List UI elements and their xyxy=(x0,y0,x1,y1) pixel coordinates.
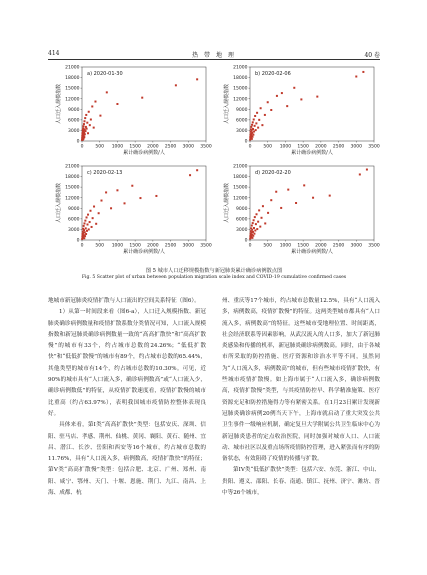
x-tick-label: 0 xyxy=(80,144,84,150)
data-point xyxy=(253,219,255,221)
y-axis-label: 人口迁入规模指数 xyxy=(224,182,230,224)
x-tick-label: 1500 xyxy=(129,243,141,249)
x-tick-label: 3500 xyxy=(368,243,380,249)
x-tick-label: 500 xyxy=(95,144,105,150)
data-point xyxy=(261,124,263,126)
data-point xyxy=(106,91,108,93)
paragraph: 地城市新冠肺炎疫情扩散与人口流出的空间关系特征（图6）。 xyxy=(48,298,200,304)
data-point xyxy=(254,115,256,117)
data-point xyxy=(251,237,253,239)
x-tick-label: 1500 xyxy=(297,243,309,249)
data-point xyxy=(175,84,177,86)
y-tick-label: 9000 xyxy=(68,107,80,113)
data-point xyxy=(257,127,259,129)
data-point xyxy=(262,205,264,207)
data-point xyxy=(116,103,118,105)
body-column-left xyxy=(48,296,206,499)
data-point xyxy=(251,136,253,138)
data-point xyxy=(252,235,254,237)
x-tick-label: 3000 xyxy=(350,144,363,150)
x-tick-label: 2500 xyxy=(332,243,345,249)
data-point xyxy=(84,117,86,119)
y-tick-label: 18000 xyxy=(65,76,80,82)
data-point xyxy=(82,125,84,127)
y-tick-label: 0 xyxy=(244,238,248,244)
y-tick-label: 3000 xyxy=(236,129,248,135)
data-point xyxy=(83,222,85,224)
data-point xyxy=(270,199,272,201)
data-point xyxy=(83,225,85,227)
data-point xyxy=(85,233,87,235)
x-tick-label: 0 xyxy=(248,144,252,150)
data-point xyxy=(83,136,85,138)
y-axis-label: 人口迁入规模指数 xyxy=(56,182,62,224)
data-point xyxy=(196,78,198,80)
y-tick-label: 18000 xyxy=(65,175,80,181)
data-point xyxy=(84,133,86,135)
volume-label: 40 卷 xyxy=(364,52,380,59)
paragraph: 州、重庆等17个城市，约占城市总数量12.5%，具有“人口流入多，病例数高，疫情扩散慢”的特征。这两类型城市都具有“人口流入多，病例数高”的特征。这些城市受地理位置、时间距离，社会经济联系等因素影响，从武汉流入的人口多，加大了新冠肺炎感染和传播的机率，新冠肺炎确诊病例数高。同时，由于各城市所采取的防控措施、医疗资源和诊治水平等不同，虽然同为“人口流入多，病例数高”的城市，但有些城市疫情扩散快，有些城市疫情扩散慢。如上海市属于“人口流入多，确诊病例数高，疫情扩散慢”类型，与其疫情防控早、科学精准施策、医疗资源充足和防控措施得力等有紧密关系。在1月23日累计发现新冠肺炎确诊病例20例当天下午，上海市就启动了重大突发公共卫生事件一级响应机制，确定复旦大学附属公共卫生临床中心为新冠肺炎患者的定点收治医院，同时加强对城市人口、人口流动、城市社区以及重点场所疫情防控管理，进入紧张而有序的防备状态，有效阻碍了疫情的传播与扩散。 xyxy=(222,298,380,463)
data-point xyxy=(88,111,90,113)
y-tick-label: 15000 xyxy=(65,185,80,191)
data-point xyxy=(88,228,90,230)
data-point xyxy=(86,230,88,232)
y-tick-label: 18000 xyxy=(233,76,248,82)
data-point xyxy=(253,233,255,235)
data-point xyxy=(362,71,364,73)
x-tick-label: 0 xyxy=(80,243,84,249)
data-point xyxy=(254,229,256,231)
data-point xyxy=(89,221,91,223)
x-tick-label: 1000 xyxy=(279,243,292,249)
data-point xyxy=(131,185,133,187)
x-tick-label: 1000 xyxy=(111,243,124,249)
x-tick-label: 1500 xyxy=(129,144,141,150)
y-tick-label: 21000 xyxy=(65,65,80,71)
data-point xyxy=(86,122,88,124)
data-point xyxy=(110,207,112,209)
data-point xyxy=(359,173,361,175)
data-point xyxy=(255,122,257,124)
data-point xyxy=(251,124,253,126)
x-tick-label: 500 xyxy=(263,243,273,249)
y-tick-label: 12000 xyxy=(65,196,80,202)
data-point xyxy=(312,197,314,199)
data-point xyxy=(259,226,261,228)
data-point xyxy=(251,130,253,132)
y-tick-label: 9000 xyxy=(236,107,248,113)
data-point xyxy=(139,197,141,199)
scatter-figure xyxy=(48,62,380,260)
data-point xyxy=(254,125,256,127)
y-tick-label: 6000 xyxy=(68,118,80,124)
y-tick-label: 3000 xyxy=(68,228,80,234)
x-axis-label: 累计确诊病例数/人 xyxy=(123,150,165,156)
y-tick-label: 3000 xyxy=(68,129,80,135)
y-tick-label: 6000 xyxy=(236,217,248,223)
data-point xyxy=(329,195,331,197)
data-point xyxy=(252,128,254,130)
data-point xyxy=(100,200,102,202)
data-point xyxy=(105,191,107,193)
data-point xyxy=(251,225,253,227)
plot-frame xyxy=(82,67,206,141)
data-point xyxy=(293,87,295,89)
data-point xyxy=(90,210,92,212)
x-tick-label: 3500 xyxy=(368,144,380,150)
data-point xyxy=(251,229,253,231)
data-point xyxy=(86,216,88,218)
x-tick-label: 2500 xyxy=(332,144,345,150)
data-point xyxy=(86,128,88,130)
data-point xyxy=(256,228,258,230)
y-tick-label: 12000 xyxy=(233,196,248,202)
figure-caption-cn: 图 5 城市人口迁移规模指数与新冠肺炎累计确诊病例散点图 xyxy=(145,268,283,274)
panel-label: a) 2020-01-30 xyxy=(87,71,123,77)
body-column-right xyxy=(222,296,380,499)
data-point xyxy=(93,127,95,129)
data-point xyxy=(91,105,93,107)
data-point xyxy=(251,132,253,134)
data-point xyxy=(83,120,85,122)
figure-caption-en: Fig. 5 Scatter plot of urban between population migration scale index and COVID-19 cumulative confirmed cases xyxy=(81,275,347,280)
y-tick-label: 21000 xyxy=(233,65,248,71)
data-point xyxy=(90,119,92,121)
data-point xyxy=(267,212,269,214)
data-point xyxy=(252,121,254,123)
data-point xyxy=(255,129,257,131)
x-tick-label: 3000 xyxy=(182,144,195,150)
data-point xyxy=(84,235,86,237)
data-point xyxy=(84,128,86,130)
data-point xyxy=(253,227,255,229)
data-point xyxy=(141,97,143,99)
data-point xyxy=(116,189,118,191)
data-point xyxy=(280,207,282,209)
data-point xyxy=(93,206,95,208)
x-tick-label: 2500 xyxy=(164,243,177,249)
y-tick-label: 0 xyxy=(76,238,80,244)
data-point xyxy=(256,213,258,215)
data-point xyxy=(87,214,89,216)
data-point xyxy=(86,223,88,225)
data-point xyxy=(91,226,93,228)
data-point xyxy=(252,134,254,136)
panel-label: d) 2020-02-20 xyxy=(255,170,291,176)
data-point xyxy=(250,126,252,128)
data-point xyxy=(155,195,157,197)
data-point xyxy=(300,98,302,100)
y-tick-label: 15000 xyxy=(65,86,80,92)
y-tick-label: 6000 xyxy=(68,217,80,223)
data-point xyxy=(287,189,289,191)
data-point xyxy=(264,222,266,224)
data-point xyxy=(83,123,85,125)
data-point xyxy=(275,191,277,193)
data-point xyxy=(255,223,257,225)
x-tick-label: 2500 xyxy=(164,144,177,150)
data-point xyxy=(124,202,126,204)
x-tick-label: 2000 xyxy=(315,243,327,249)
y-tick-label: 9000 xyxy=(236,206,248,212)
x-tick-label: 500 xyxy=(263,144,273,150)
y-tick-label: 15000 xyxy=(233,185,248,191)
y-tick-label: 21000 xyxy=(233,164,248,170)
x-tick-label: 2000 xyxy=(147,243,159,249)
header-rule xyxy=(48,59,380,60)
data-point xyxy=(98,212,100,214)
data-point xyxy=(95,223,97,225)
data-point xyxy=(295,202,297,204)
data-point xyxy=(286,105,288,107)
scatter-panel xyxy=(223,65,380,156)
data-point xyxy=(83,237,85,239)
x-tick-label: 1000 xyxy=(279,144,292,150)
data-point xyxy=(189,174,191,176)
journal-title: 热 带 地 理 xyxy=(192,52,236,59)
paragraph: 具体来看，第I类“高高扩散快”类型：包括安庆、深圳、信阳、驻马店、孝感、荆州、仙桃、黄冈、襄阳、黄石、随州、宜昌、潜江、长沙、岳阳和西安等16个城市，约占城市总数的11.76%，具有“人口流入多，病例数高，疫情扩散快”的特征；第V类“高高扩散慢”类型：包括合肥、北京、广州、郑州、南阳、咸宁、鄂州、天门、十堰、恩施、荆门、九江、南昌、上海、成都、杭 xyxy=(48,422,206,497)
data-point xyxy=(270,109,272,111)
plot-frame xyxy=(250,67,374,141)
data-point xyxy=(89,124,91,126)
x-tick-label: 3500 xyxy=(200,243,212,249)
paragraph: 1）从第一时间段来看（图6-a），人口迁入规模指数、新冠肺炎确诊病例数量和疫情扩散系数分类情况可知，人口流入规模指数和新冠肺炎确诊病例数量一致的“高高扩散快”和“高高扩散慢”的城市有33个，约占城市总数的24.26%；“低低扩散快”和“低低扩散慢”的城市有89个，约占城市总数的65.44%，其他类型的城市有14个，约占城市总数的10.30%。可见，近90%的城市具有“人口流入多，确诊病例数高”或“人口流入少，确诊病例数低”的特征，从疫情扩散速度看，疫情扩散慢的城市比重高（约占63.97%），表明我国城市疫情防控整体表现良好。 xyxy=(48,309,206,417)
data-point xyxy=(281,92,283,94)
y-tick-label: 3000 xyxy=(236,228,248,234)
data-point xyxy=(85,227,87,229)
x-axis-label: 累计确诊病例数/人 xyxy=(123,249,165,255)
data-point xyxy=(366,169,368,171)
data-point xyxy=(196,169,198,171)
plot-frame xyxy=(82,166,206,240)
y-tick-label: 0 xyxy=(244,139,248,145)
data-point xyxy=(316,96,318,98)
data-point xyxy=(87,132,89,134)
plot-frame xyxy=(250,166,374,240)
x-tick-label: 1000 xyxy=(111,144,124,150)
data-point xyxy=(83,229,85,231)
scatter-panel xyxy=(55,65,212,156)
x-tick-label: 3000 xyxy=(182,243,195,249)
x-axis-label: 累计确诊病例数/人 xyxy=(291,150,333,156)
y-tick-label: 12000 xyxy=(65,97,80,103)
x-axis-label: 累计确诊病例数/人 xyxy=(291,249,333,255)
x-tick-label: 2000 xyxy=(147,144,159,150)
y-tick-label: 18000 xyxy=(233,175,248,181)
panel-label: c) 2020-02-13 xyxy=(87,170,123,176)
x-tick-label: 2000 xyxy=(315,144,327,150)
y-tick-label: 21000 xyxy=(65,164,80,170)
data-point xyxy=(267,101,269,103)
data-point xyxy=(256,112,258,114)
data-point xyxy=(258,119,260,121)
data-point xyxy=(252,231,254,233)
data-point xyxy=(85,130,87,132)
paragraph: 第IV类“低低扩散快”类型：包括六安、东莞、浙江、中山、贵阳、遵义、邵阳、长春、南通、镇江、抚州、济宁、潍坊、晋中等26个城市， xyxy=(222,467,380,497)
data-point xyxy=(260,107,262,109)
x-tick-label: 500 xyxy=(95,243,105,249)
data-point xyxy=(84,231,86,233)
data-point xyxy=(99,115,101,117)
y-tick-label: 0 xyxy=(76,139,80,145)
page-number: 414 xyxy=(48,50,60,57)
y-tick-label: 15000 xyxy=(233,86,248,92)
scatter-panel xyxy=(55,164,212,255)
y-axis-label: 人口迁入规模指数 xyxy=(56,83,62,125)
data-point xyxy=(254,216,256,218)
data-point xyxy=(92,217,94,219)
y-axis-label: 人口迁入规模指数 xyxy=(224,83,230,125)
data-point xyxy=(258,209,260,211)
x-tick-label: 0 xyxy=(248,243,252,249)
data-point xyxy=(355,76,357,78)
y-tick-label: 6000 xyxy=(236,118,248,124)
data-point xyxy=(85,126,87,128)
data-point xyxy=(84,220,86,222)
data-point xyxy=(251,138,253,140)
data-point xyxy=(85,114,87,116)
y-tick-label: 9000 xyxy=(68,206,80,212)
x-tick-label: 1500 xyxy=(297,144,309,150)
y-tick-label: 12000 xyxy=(233,97,248,103)
data-point xyxy=(252,222,254,224)
data-point xyxy=(257,221,259,223)
panel-label: b) 2020-02-06 xyxy=(255,71,291,77)
data-point xyxy=(276,95,278,97)
data-point xyxy=(303,184,305,186)
data-point xyxy=(261,217,263,219)
x-tick-label: 3500 xyxy=(200,144,212,150)
data-point xyxy=(253,119,255,121)
scatter-panel xyxy=(223,164,380,255)
data-point xyxy=(94,101,96,103)
data-point xyxy=(264,114,266,116)
x-tick-label: 3000 xyxy=(350,243,363,249)
